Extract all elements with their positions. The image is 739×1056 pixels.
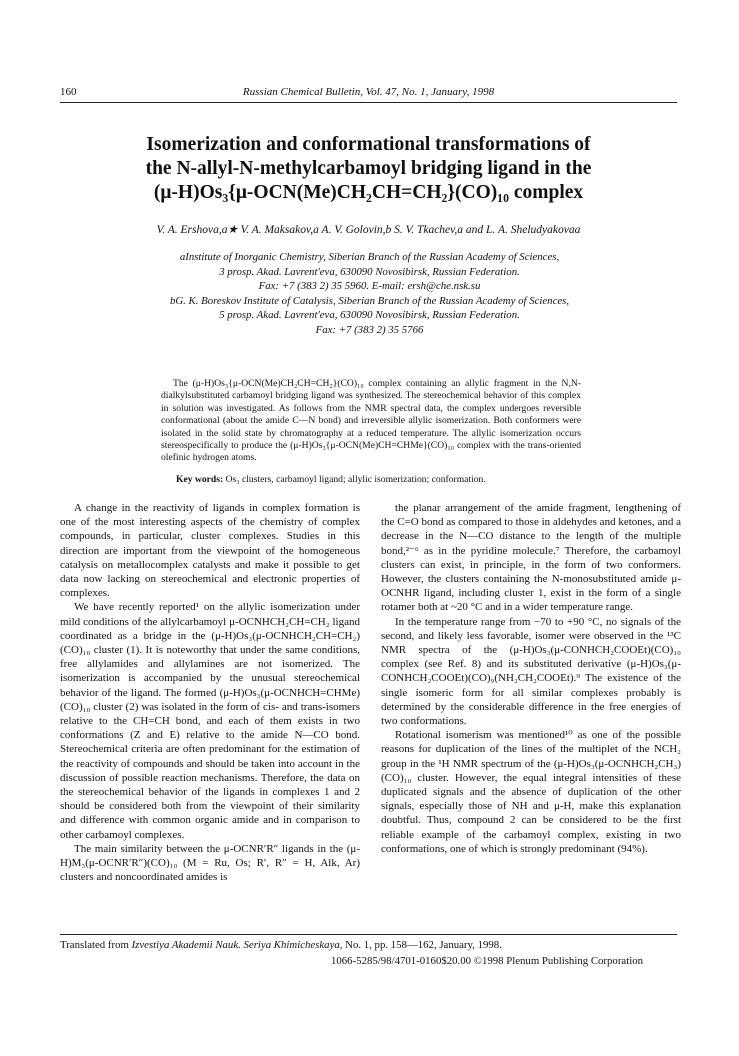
body-paragraph: A change in the reactivity of ligands in complex formation is one of the most interesting aspects of the chemistry of complex compounds, in particular, cluster complexes. Studies in this direction are important from the viewpoint of the homogeneous catalysis on metallocomplex catalysts and make it possible to get data now lacking on stereochemical and electronic properties of complexes. bbox=[60, 502, 360, 600]
copyright-line: 1066-5285/98/4701-0160$20.00 ©1998 Plenum Publishing Corporation bbox=[330, 955, 643, 967]
body-paragraph: Rotational isomerism was mentioned¹⁰ as one of the possible reasons for duplication of the lines of the multiplet of the NCH₂ group in the ¹H NMR spectrum of the (μ-H)Os₃(μ-OCNHCH₂CH₃)(CO)₁₀ cluster. However, the equal integral intensities of these duplicated signals and the absence of duplication of the other signals, especially those of NH and μ-H, make this explanation doubtful. Thus, compound 2 can be considered to be the first reliable example of the carbamoyl complex, existing in two conformations, one of which is strongly predominant (94%). bbox=[381, 729, 681, 855]
keywords bbox=[176, 474, 596, 485]
title-line-2: the N-allyl-N-methylcarbamoyl bridging ligand in the bbox=[145, 158, 592, 179]
journal-reference: Russian Chemical Bulletin, Vol. 47, No. 1, January, 1998 bbox=[242, 86, 495, 98]
body-paragraph: In the temperature range from −70 to +90 °C, no signals of the second, and likely less favorable, isomer were observed in the ¹³C NMR spectra of the (μ-H)Os₃(μ-CONHCH₂COOEt)(CO)₁₀ complex (see Ref. 8) and its substituted derivative (μ-H)Os₃(μ-CONHCH₂COOEt)(CO)₉(NH₂CH₂COOEt).⁹ The existence of the single isomeric form for all similar complexes probably is determined by the considerable difference in the free energies of two conformations. bbox=[381, 615, 681, 728]
affiliation-line: 5 prosp. Akad. Lavrent'eva, 630090 Novosibirsk, Russian Federation. bbox=[219, 309, 520, 322]
body-paragraph: We have recently reported¹ on the allylic isomerization under mild conditions of the allylcarbamoyl μ-OCNHCH₂CH=CH₂ ligand coordinated as a bridge in the (μ-H)Os₃(μ-OCNHCH₂CH=CH₂)(CO)₁₀ cluster (1). It is noteworthy that under the same conditions, free allylamides and allylamines are not isomerized. The isomerization is accompanied by the unusual stereochemical behavior of the ligand. The formed (μ-H)Os₃(μ-OCNHCH=CHMe)(CO)₁₀ cluster (2) was isolated in the form of cis- and trans-isomers relative to the CH=CH bond, and each of them exists in two conformations (Z and E) relative to the amide N—CO bond. Stereochemical criteria are often predominant for the estimation of the reactivity of compounds and should be taken into account in the discussion of possible reaction mechanisms. Therefore, the data on the stereochemical behavior of the ligands in complexes 1 and 2 should be considered both from the viewpoint of their similarity and difference with common organic amide and in comparison to other carbamoyl complexes. bbox=[60, 601, 360, 841]
abstract-text: The (μ-H)Os₃{μ-OCN(Me)CH₂CH=CH₂}(CO)₁₀ complex containing an allylic fragment in the N,N-dialkylsubstituted carbamoyl bridging ligand was synthesized. The stereochemical behavior of this complex in solution was investigated. As follows from the NMR spectral data, the complex undergoes reversible conformational (about the amide C—N bond) and irreversible allylic isomerization. Both conformers were isolated in the solid state by chromatography at a reduced temperature. The allylic isomerization occurs stereospecifically to produce the (μ-H)Os₃{μ-OCN(Me)CH=CHMe}(CO)₁₀ complex with the trans-oriented olefinic hydrogen atoms. bbox=[161, 378, 581, 464]
affiliation-line: bG. K. Boreskov Institute of Catalysis, Siberian Branch of the Russian Academy of Sciences, bbox=[169, 294, 570, 307]
body-paragraph: The main similarity between the μ-OCNR′R″ ligands in the (μ-H)M₃(μ-OCNR′R″)(CO)₁₀ (M = Ru, Os; R′, R″ = H, Alk, Ar) clusters and noncoordinated amides is bbox=[60, 842, 360, 884]
translated-prefix: Translated from bbox=[60, 939, 132, 951]
keywords-label: Key words: bbox=[176, 474, 224, 485]
affiliation-b bbox=[100, 294, 639, 338]
affiliation-line: Fax: +7 (383 2) 35 5960. E-mail: ersh@che.nsk.su bbox=[258, 280, 481, 293]
author-list: V. A. Ershova,a★ V. A. Maksakov,a A. V. Golovin,b S. V. Tkachev,a and L. A. Sheludyakovaa bbox=[156, 224, 581, 236]
body-column-right bbox=[381, 501, 681, 856]
source-details: No. 1, pp. 158—162, January, 1998. bbox=[342, 939, 502, 951]
affiliations bbox=[100, 250, 639, 338]
title-line-3: (μ-H)Os₃{μ-OCN(Me)CH₂CH=CH₂}(CO)₁₀ complex bbox=[153, 182, 584, 203]
footer bbox=[60, 934, 677, 967]
article-title bbox=[60, 133, 677, 205]
source-journal: Izvestiya Akademii Nauk. Seriya Khimicheskaya, bbox=[131, 939, 343, 951]
body-column-left bbox=[60, 501, 360, 884]
page-number: 160 bbox=[60, 86, 77, 98]
title-line-1: Isomerization and conformational transformations of bbox=[146, 134, 591, 155]
affiliation-line: 3 prosp. Akad. Lavrent'eva, 630090 Novosibirsk, Russian Federation. bbox=[219, 265, 520, 278]
running-head bbox=[60, 86, 677, 103]
translation-note bbox=[60, 939, 677, 951]
body-paragraph: the planar arrangement of the amide fragment, lengthening of the C=O bond as compared to those in aldehydes and ketones, and a decrease in the N—CO distance to the length of the multiple bond,²⁻⁶ as in the pyridine molecule.⁷ Therefore, the carbamoyl clusters can exist, in principle, in the form of two conformers. However, the clusters containing the N-monosubstituted amide μ-OCNHR ligand, including cluster 1, exist in the form of a single rotamer both at ~20 °C and in a wider temperature range. bbox=[381, 502, 681, 614]
keywords-text: Os₃ clusters, carbamoyl ligand; allylic isomerization; conformation. bbox=[225, 474, 486, 485]
affiliation-a bbox=[100, 250, 639, 294]
affiliation-line: Fax: +7 (383 2) 35 5766 bbox=[315, 323, 424, 336]
affiliation-line: aInstitute of Inorganic Chemistry, Siberian Branch of the Russian Academy of Sciences, bbox=[179, 251, 560, 263]
abstract bbox=[161, 378, 581, 465]
